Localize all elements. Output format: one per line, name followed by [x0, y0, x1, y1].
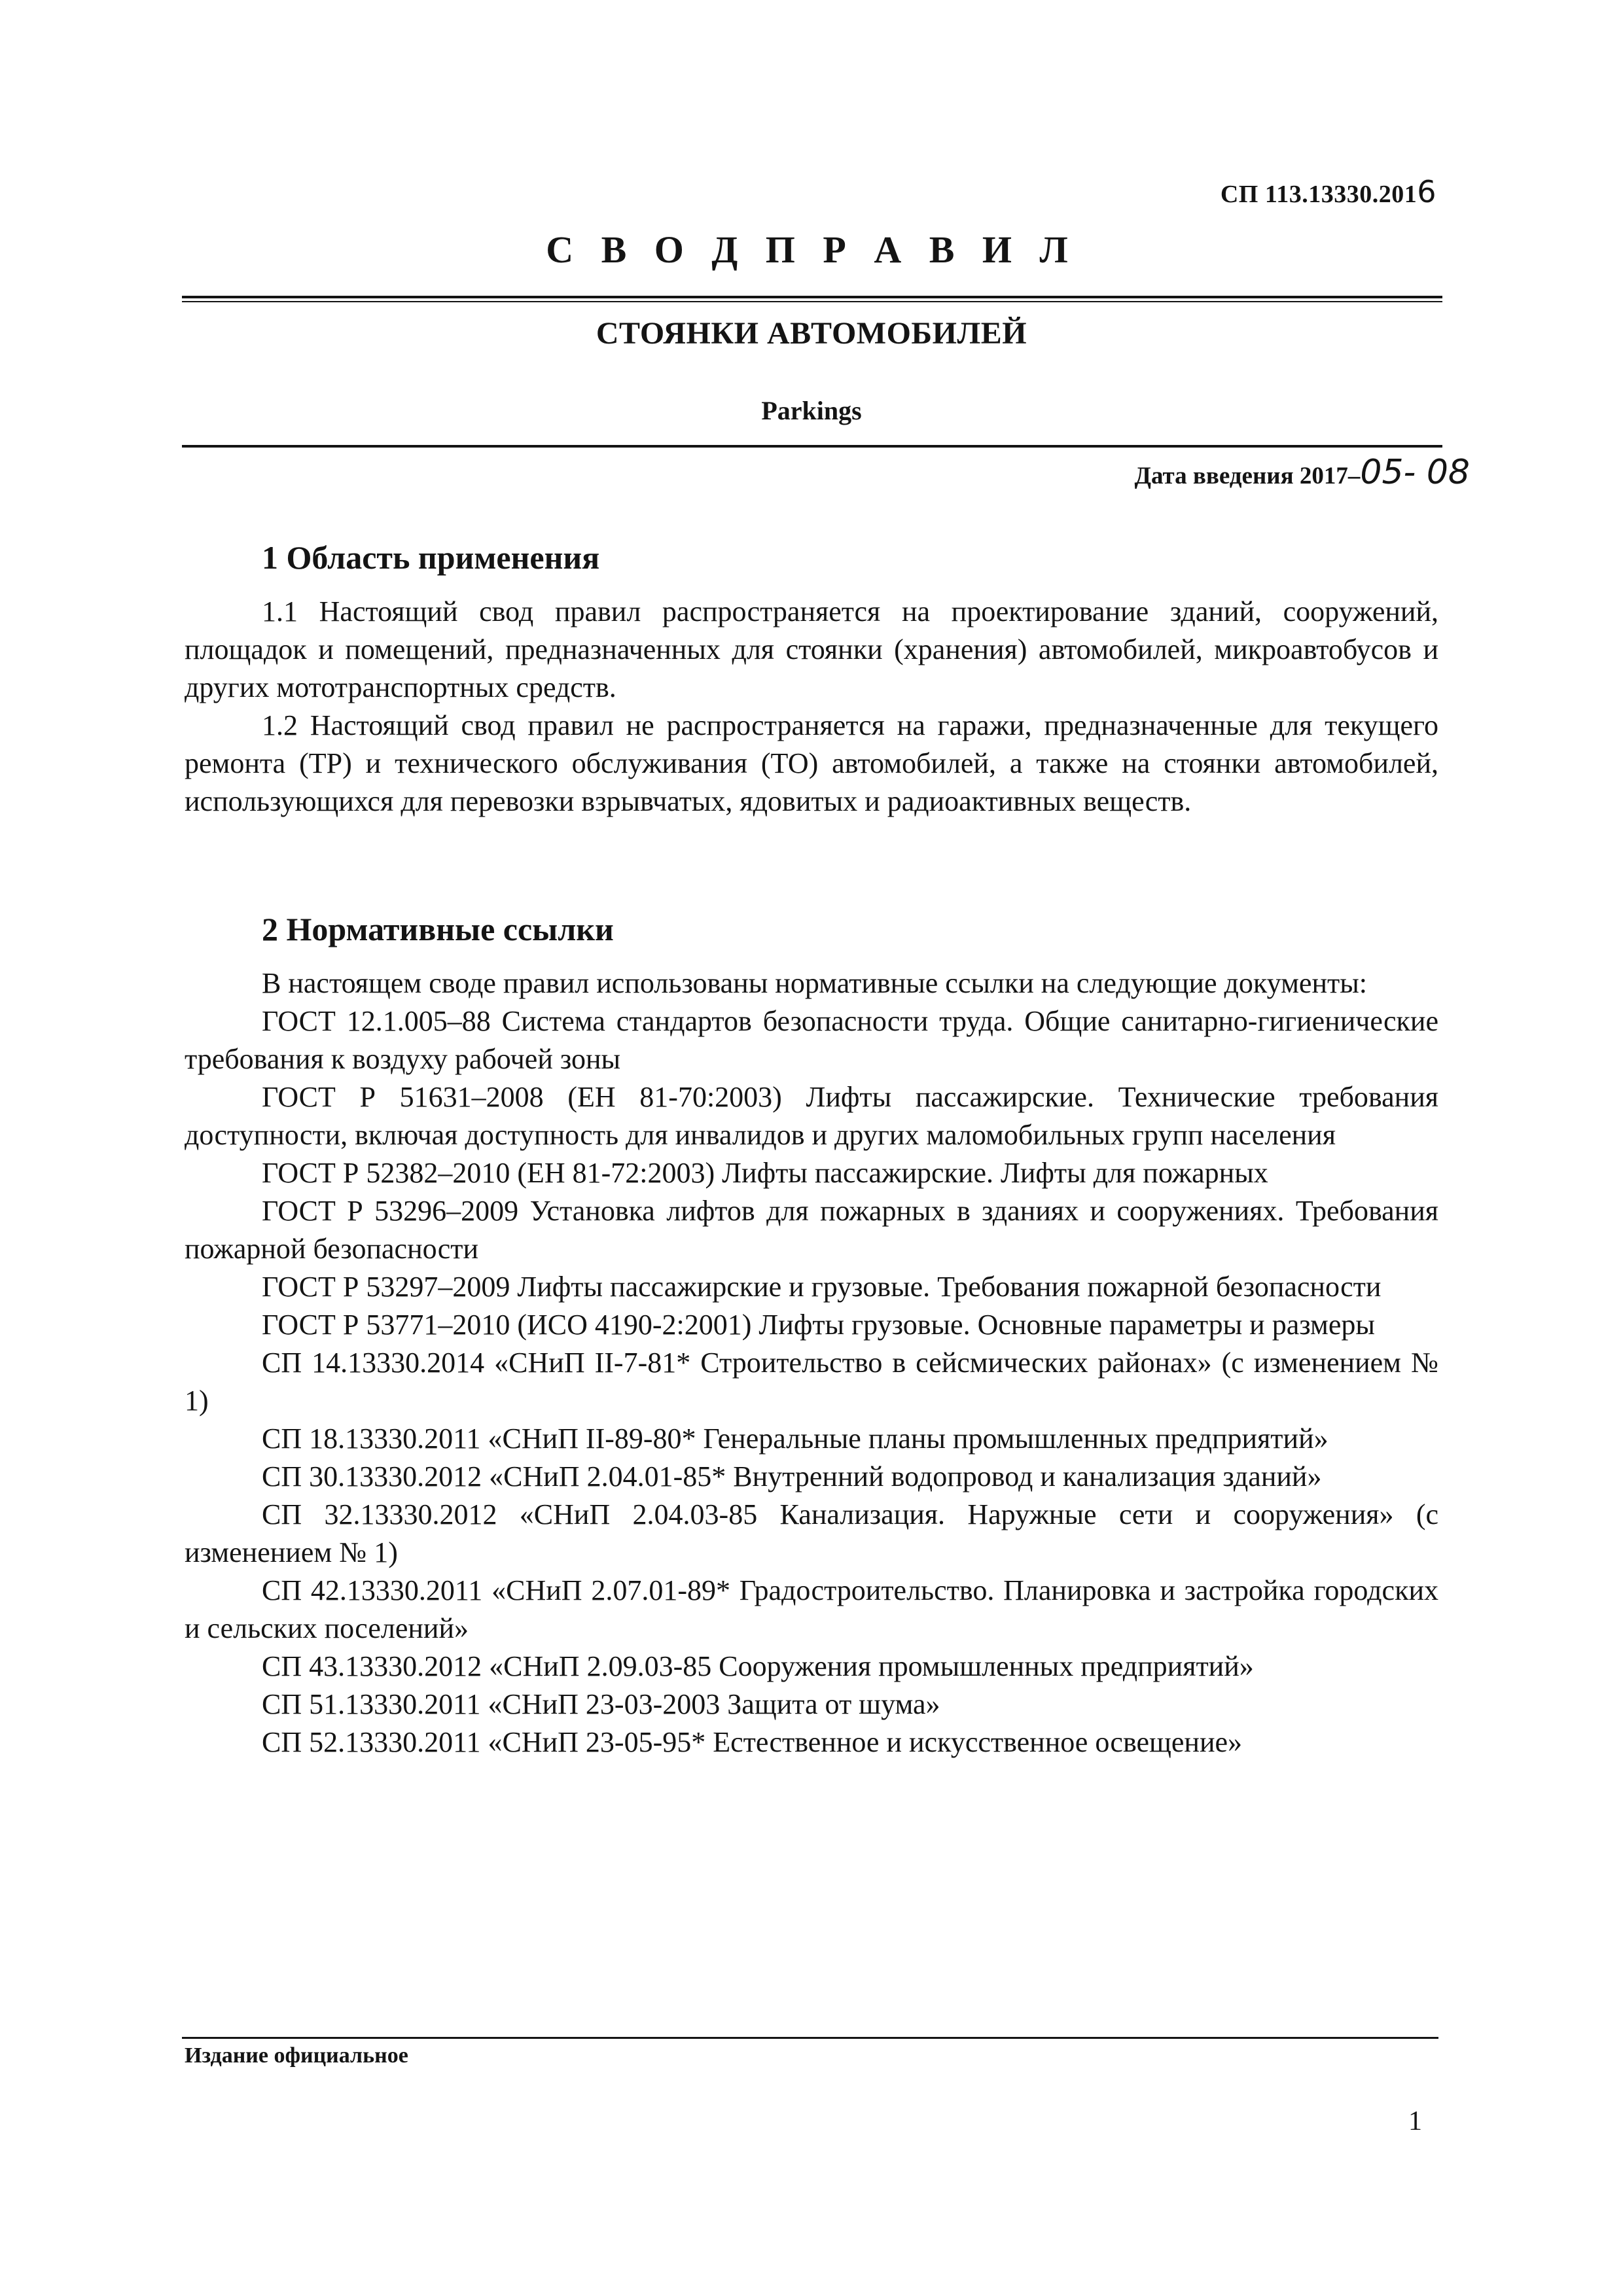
reference-item: СП 52.13330.2011 «СНиП 23-05-95* Естественное и искусственное освещение» — [262, 1726, 1243, 1758]
reference-item: ГОСТ 12.1.005–88 Система стандартов безопасности труда. Общие санитарно-гигиенические требования к воздуху рабочей зоны — [185, 1005, 1438, 1075]
section-1 — [185, 538, 1438, 577]
document-code-printed: СП 113.13330.201 — [1220, 181, 1418, 208]
edition-note: Издание официальное — [185, 2043, 408, 2068]
reference-item: СП 32.13330.2012 «СНиП 2.04.03-85 Канализация. Наружные сети и сооружения» (с изменением № 1) — [185, 1498, 1438, 1568]
introduction-date-handwritten: 05- 08 — [1360, 453, 1470, 492]
introduction-date-label: Дата введения 2017– — [1134, 463, 1361, 489]
section-1-heading: 1 Область применения — [262, 539, 600, 576]
reference-item: СП 18.13330.2011 «СНиП II-89-80* Генеральные планы промышленных предприятий» — [262, 1422, 1329, 1455]
header-rule-bottom — [182, 445, 1442, 448]
header-rule-top — [182, 296, 1442, 298]
references-intro: В настоящем своде правил использованы нормативные ссылки на следующие документы: — [262, 967, 1368, 999]
document-title: СТОЯНКИ АВТОМОБИЛЕЙ — [596, 316, 1027, 351]
reference-item: ГОСТ Р 52382–2010 (ЕН 81-72:2003) Лифты пассажирские. Лифты для пожарных — [262, 1157, 1268, 1189]
document-kind: С В О Д П Р А В И Л — [546, 228, 1077, 271]
reference-item: ГОСТ Р 51631–2008 (ЕН 81-70:2003) Лифты пассажирские. Технические требования доступности, включая доступность для инвалидов и других маломобильных групп населения — [185, 1081, 1438, 1151]
document-code-handwritten: 6 — [1417, 174, 1436, 209]
reference-item: ГОСТ Р 53296–2009 Установка лифтов для пожарных в зданиях и сооружениях. Требования пожарной безопасности — [185, 1195, 1438, 1265]
reference-item: ГОСТ Р 53297–2009 Лифты пассажирские и грузовые. Требования пожарной безопасности — [262, 1271, 1382, 1303]
header-rule-top-shadow — [182, 301, 1442, 302]
page-number: 1 — [1408, 2106, 1422, 2136]
section-1-paragraph: 1.1 Настоящий свод правил распространяется на проектирование зданий, сооружений, площадок и помещений, предназначенных для стоянки (хранения) автомобилей, микроавтобусов и других мототранспортных средств. — [185, 595, 1438, 703]
section-1-paragraph: 1.2 Настоящий свод правил не распространяется на гаражи, предназначенные для текущего ремонта (ТР) и технического обслуживания (ТО) автомобилей, а также на стоянки автомобилей, использующихся для перевозки взрывчатых, ядовитых и радиоактивных веществ. — [185, 709, 1438, 817]
reference-item: СП 14.13330.2014 «СНиП II-7-81* Строительство в сейсмических районах» (с изменением № 1) — [185, 1347, 1438, 1417]
section-2-heading: 2 Нормативные ссылки — [262, 911, 614, 947]
section-1-body — [185, 593, 1438, 821]
reference-item: СП 30.13330.2012 «СНиП 2.04.01-85* Внутренний водопровод и канализация зданий» — [262, 1460, 1322, 1492]
reference-item: СП 42.13330.2011 «СНиП 2.07.01-89* Градостроительство. Планировка и застройка городских и сельских поселений» — [185, 1574, 1438, 1644]
reference-item: СП 51.13330.2011 «СНиП 23-03-2003 Защита от шума» — [262, 1688, 940, 1720]
section-2 — [185, 910, 1438, 949]
introduction-date — [1135, 453, 1470, 492]
document-title-english: Parkings — [761, 396, 862, 425]
reference-item: ГОСТ Р 53771–2010 (ИСО 4190-2:2001) Лифты грузовые. Основные параметры и размеры — [262, 1309, 1375, 1341]
reference-item: СП 43.13330.2012 «СНиП 2.09.03-85 Сооружения промышленных предприятий» — [262, 1650, 1254, 1682]
section-2-body — [185, 964, 1438, 1761]
document-code — [1221, 174, 1436, 209]
footer-rule — [182, 2037, 1438, 2039]
